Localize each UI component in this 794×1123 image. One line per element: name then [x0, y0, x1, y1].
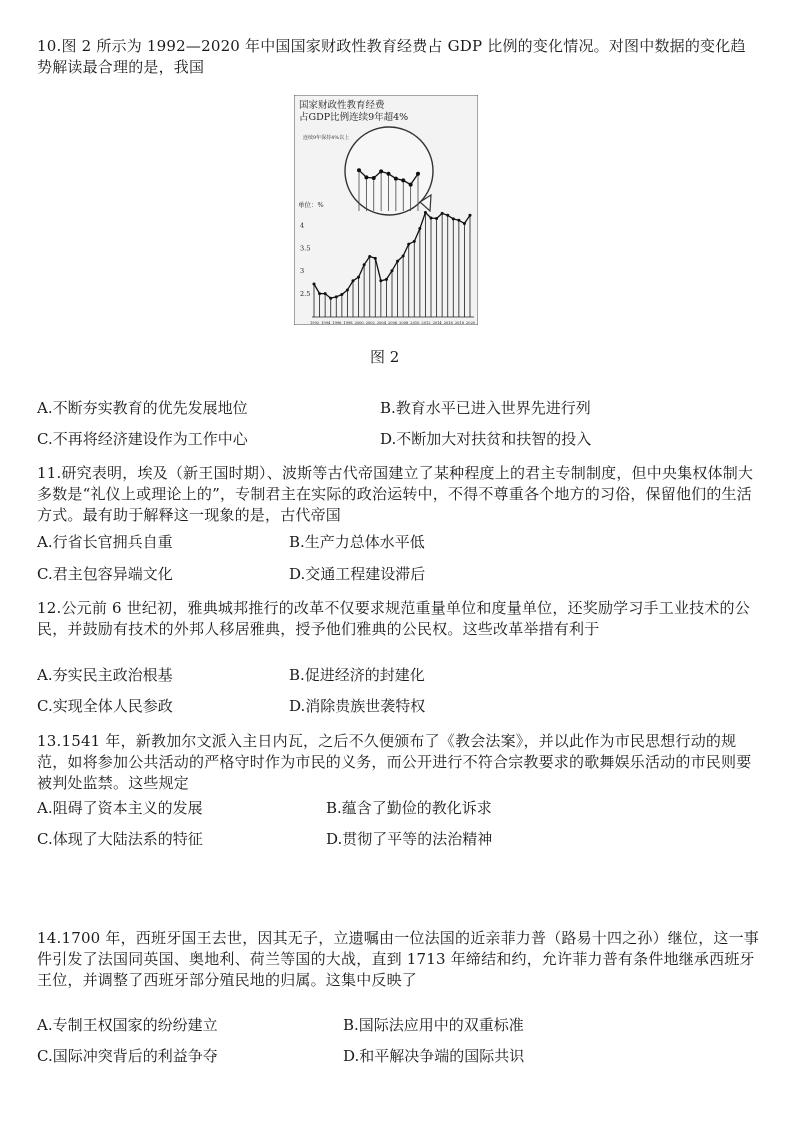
point-2016	[446, 214, 449, 217]
point-2001	[363, 263, 366, 266]
q13-option-c[interactable]: C.体现了大陆法系的特征	[37, 830, 203, 848]
q14-option-c[interactable]: C.国际冲突背后的利益争夺	[37, 1047, 218, 1065]
point-2015	[441, 212, 444, 215]
q13-option-b[interactable]: B.蕴含了勤俭的教化诉求	[326, 799, 492, 817]
education-expenditure-chart	[294, 95, 478, 325]
chart-title-line1: 国家财政性教育经费	[299, 100, 385, 111]
figure-2-chart	[294, 95, 478, 325]
point-2003	[374, 257, 377, 260]
q12-option-b[interactable]: B.促进经济的封建化	[289, 666, 425, 684]
q14-option-d[interactable]: D.和平解决争端的国际共识	[343, 1047, 525, 1065]
q12-option-c[interactable]: C.实现全体人民参政	[37, 697, 173, 715]
q10-option-d[interactable]: D.不断加大对扶贫和扶智的投入	[380, 430, 592, 448]
point-2012	[424, 211, 427, 214]
figure-caption: 图 2	[370, 348, 400, 366]
point-1994	[324, 292, 327, 295]
point-2007	[396, 260, 399, 263]
x-tick-label-2020: 2020	[466, 321, 476, 325]
point-1993	[318, 292, 321, 295]
q11-option-d[interactable]: D.交通工程建设滞后	[289, 565, 426, 583]
x-tick-label-1992: 1992	[310, 321, 320, 325]
question-10-text: 10.图 2 所示为 1992—2020 年中国国家财政性教育经费占 GDP 比例的变化情况。对图中数据的变化趋势解读最合理的是，我国	[37, 37, 746, 76]
point-2017	[452, 217, 455, 220]
q11-option-c[interactable]: C.君主包容异端文化	[37, 565, 173, 583]
x-tick-label-1998: 1998	[343, 321, 353, 325]
inset-label: 连续9年保持4%以上	[303, 135, 350, 141]
y-axis-label: 单位：%	[298, 201, 324, 209]
x-tick-label-2006: 2006	[388, 321, 398, 325]
y-tick-label-2: 3	[300, 267, 305, 276]
point-2008	[402, 255, 405, 258]
x-tick-label-2010: 2010	[410, 321, 420, 325]
y-tick-label-0: 4	[300, 221, 305, 230]
question-13-text: 13.1541 年，新教加尔文派入主日内瓦，之后不久便颁布了《教会法案》，并以此作为市民思想行动的规范，如将参加公共活动的严格守时作为市民的义务，而公开进行不符合宗教要求的歌舞娱乐活动的市民则要被判处监禁。这些规定	[37, 732, 752, 792]
point-1996	[335, 295, 338, 298]
point-2009	[407, 243, 410, 246]
point-2014	[435, 217, 438, 220]
chart-title-line2: 占GDP比例连续9年超4%	[299, 112, 409, 123]
point-2002	[368, 255, 371, 258]
q10-option-a[interactable]: A.不断夯实教育的优先发展地位	[37, 399, 248, 417]
q14-option-a[interactable]: A.专制王权国家的纷纷建立	[37, 1016, 218, 1034]
point-2013	[430, 217, 433, 220]
point-2006	[391, 269, 394, 272]
y-tick-label-1: 3.5	[300, 244, 311, 253]
x-tick-label-2014: 2014	[432, 321, 442, 325]
q14-option-b[interactable]: B.国际法应用中的双重标准	[343, 1016, 524, 1034]
q11-option-a[interactable]: A.行省长官拥兵自重	[37, 533, 173, 551]
x-ticks	[310, 321, 476, 325]
q10-option-b[interactable]: B.教育水平已进入世界先进行列	[380, 399, 591, 417]
x-tick-label-2018: 2018	[454, 321, 465, 325]
point-1999	[352, 279, 355, 282]
point-2011	[418, 227, 421, 230]
point-2020	[469, 214, 472, 217]
x-tick-label-1996: 1996	[332, 321, 342, 325]
q10-option-c[interactable]: C.不再将经济建设作为工作中心	[37, 430, 248, 448]
point-2005	[385, 278, 388, 281]
x-tick-label-2012: 2012	[421, 321, 431, 325]
point-2010	[413, 240, 416, 243]
question-14-text: 14.1700 年，西班牙国王去世，因其无子，立遗嘱由一位法国的近亲菲力普（路易十四之孙）继位，这一事件引发了法国同英国、奥地利、荷兰等国的大战，直到 1713 年缔结和约，允许菲力普有条件地继承西班牙王位，并调整了西班牙部分殖民地的归属。这集中反映了	[37, 929, 760, 989]
point-2000	[357, 276, 360, 279]
point-1997	[340, 293, 343, 296]
x-tick-label-2000: 2000	[354, 321, 364, 325]
point-1995	[329, 297, 332, 300]
q13-option-d[interactable]: D.贯彻了平等的法治精神	[326, 830, 493, 848]
q12-option-a[interactable]: A.夯实民主政治根基	[37, 666, 173, 684]
y-tick-label-3: 2.5	[300, 290, 311, 299]
x-tick-label-2008: 2008	[399, 321, 409, 325]
x-tick-label-2016: 2016	[443, 321, 453, 325]
point-1998	[346, 288, 349, 291]
point-2004	[379, 279, 382, 282]
x-tick-label-1994: 1994	[321, 321, 331, 325]
x-tick-label-2002: 2002	[365, 321, 375, 325]
question-12-text: 12.公元前 6 世纪初，雅典城邦推行的改革不仅要求规范重量单位和度量单位，还奖励学习手工业技术的公民，并鼓励有技术的外邦人移居雅典，授予他们雅典的公民权。这些改革举措有利于	[37, 599, 750, 638]
question-11-text: 11.研究表明，埃及（新王国时期）、波斯等古代帝国建立了某种程度上的君主专制制度，但中央集权体制大多数是“礼仪上或理论上的”，专制君主在实际的政治运转中，不得不尊重各个地方的习俗，保留他们的生活方式。最有助于解释这一现象的是，古代帝国	[37, 464, 754, 524]
q13-option-a[interactable]: A.阻碍了资本主义的发展	[37, 799, 203, 817]
q11-option-b[interactable]: B.生产力总体水平低	[289, 533, 425, 551]
q12-option-d[interactable]: D.消除贵族世袭特权	[289, 697, 426, 715]
point-2019	[463, 222, 466, 225]
x-tick-label-2004: 2004	[376, 321, 387, 325]
point-2018	[457, 219, 460, 222]
point-1992	[313, 283, 316, 286]
